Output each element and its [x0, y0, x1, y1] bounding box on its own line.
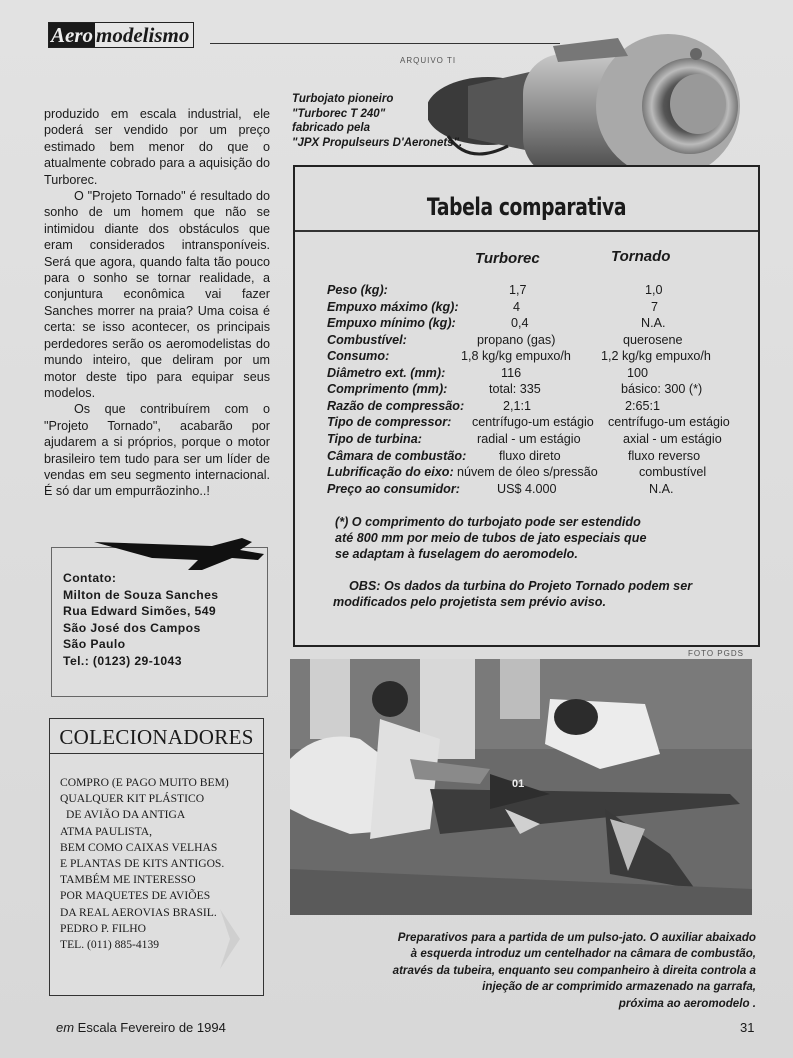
- tornado-value: centrífugo-um estágio: [608, 415, 730, 430]
- footer-magazine: [56, 1020, 226, 1035]
- row-label: Tipo de turbina:: [327, 431, 422, 446]
- contact-city: São José dos Campos: [63, 620, 201, 635]
- collectors-line: DE AVIÃO DA ANTIGA: [66, 808, 186, 822]
- turborec-value: total: 335: [489, 382, 541, 397]
- photo-caption-line: através da tubeira, enquanto seu companheiro à direita controla a: [392, 963, 756, 977]
- collectors-line: QUALQUER KIT PLÁSTICO: [60, 792, 205, 806]
- table-row: [327, 432, 767, 448]
- row-label: Empuxo mínimo (kg):: [327, 316, 456, 331]
- table-row: [327, 482, 767, 498]
- tornado-value: 2:65:1: [625, 398, 661, 413]
- row-label: Empuxo máximo (kg):: [327, 299, 459, 314]
- collectors-line: TAMBÉM ME INTERESSO: [60, 873, 196, 887]
- photo-caption: [328, 930, 756, 1012]
- table-row: [327, 333, 767, 349]
- collectors-line: DA REAL AEROVIAS BRASIL.: [60, 905, 217, 919]
- table-title: Tabela comparativa: [426, 193, 627, 221]
- collectors-line: POR MAQUETES DE AVIÕES: [60, 889, 211, 903]
- turborec-value: 1,7: [509, 283, 527, 297]
- collectors-line: COMPRO (E PAGO MUITO BEM): [60, 776, 229, 789]
- observation-line: modificados pelo projetista sem prévio aviso.: [333, 595, 606, 609]
- turbojet-caption-line: "Turborec T 240": [292, 107, 386, 120]
- photo-caption-line: Preparativos para a partida de um pulso-jato. O auxiliar abaixado: [397, 931, 756, 944]
- table-title-rule: [295, 230, 758, 232]
- row-label: Comprimento (mm):: [327, 382, 448, 397]
- section-logo-dark: Aero: [51, 23, 93, 47]
- table-footnote: [335, 514, 735, 562]
- collectors-line: BEM COMO CAIXAS VELHAS: [60, 840, 218, 854]
- tornado-value: N.A.: [641, 316, 666, 331]
- footer-magazine-issue: Escala Fevereiro de 1994: [74, 1020, 226, 1035]
- tornado-value: N.A.: [649, 481, 674, 496]
- tornado-value: axial - um estágio: [623, 431, 722, 446]
- row-label: Preço ao consumidor:: [327, 481, 460, 496]
- collectors-line: PEDRO P. FILHO: [60, 921, 147, 935]
- collectors-line: TEL. (011) 885-4139: [60, 938, 160, 952]
- collectors-line: ATMA PAULISTA,: [60, 824, 153, 838]
- contact-state: São Paulo: [63, 637, 126, 651]
- collectors-text: [60, 775, 229, 953]
- turbojet-caption: [292, 92, 502, 150]
- row-label: Combustível:: [327, 332, 407, 347]
- contact-phone: Tel.: (0123) 29-1043: [63, 653, 182, 668]
- column-header-tornado: Tornado: [611, 248, 671, 265]
- page-number: 31: [740, 1020, 755, 1035]
- tornado-value: básico: 300 (*): [621, 382, 703, 397]
- turbojet-caption-line: "JPX Propulseurs D'Aeronets".: [292, 136, 463, 149]
- table-row: [327, 465, 767, 481]
- turbojet-caption-line: fabricado pela: [292, 122, 370, 134]
- turborec-value: 116: [501, 365, 522, 380]
- footnote-line: se adaptam à fuselagem do aeromodelo.: [335, 547, 578, 561]
- row-label: Lubrificação do eixo:: [327, 465, 454, 480]
- model-number: 01: [512, 778, 525, 790]
- table-row: [327, 415, 767, 431]
- table-row: [327, 349, 767, 365]
- photo-caption-line: próxima ao aeromodelo .: [618, 996, 756, 1010]
- turborec-value: 4: [513, 299, 521, 314]
- table-row: [327, 366, 767, 382]
- table-row: [327, 300, 767, 316]
- tornado-value: 100: [627, 365, 649, 380]
- row-label: Peso (kg):: [327, 283, 388, 297]
- footer-magazine-em: em: [56, 1020, 75, 1035]
- turborec-value: US$ 4.000: [497, 481, 557, 496]
- contact-details: [63, 570, 218, 669]
- comparison-table: [293, 165, 760, 647]
- tornado-value: 1,2 kg/kg empuxo/h: [601, 349, 711, 364]
- tornado-value: querosene: [623, 332, 683, 347]
- table-observation: [333, 578, 753, 610]
- turborec-value: 0,4: [511, 316, 529, 331]
- photo-caption-line: injeção de ar comprimido armazenado na garrafa,: [482, 980, 756, 994]
- column-header-turborec: Turborec: [475, 250, 540, 267]
- table-row: [327, 449, 767, 465]
- collectors-ad: [49, 718, 264, 996]
- footnote-line: (*) O comprimento do turbojato pode ser estendido: [335, 515, 641, 529]
- photo-credit-top: ARQUIVO TI: [400, 56, 457, 65]
- contact-label: Contato:: [63, 571, 117, 585]
- table-row: [327, 382, 767, 398]
- row-label: Câmara de combustão:: [327, 448, 467, 463]
- turborec-value: radial - um estágio: [477, 431, 581, 446]
- tornado-value: 1,0: [645, 283, 663, 297]
- tornado-value: 7: [651, 299, 659, 314]
- photo-credit-bottom: FOTO PGDS: [688, 649, 744, 658]
- collectors-title: COLECIONADORES: [50, 719, 263, 754]
- turborec-value: propano (gas): [477, 332, 556, 347]
- photo-caption-line: à esquerda introduz um centelhador na câmara de combustão,: [410, 947, 756, 961]
- article-paragraph: produzido em escala industrial, ele poderá ser vendido por um preço estimado bem menor do que o atualmente cobrado para a aquisição do Turborec.: [44, 107, 270, 187]
- observation-line: OBS: Os dados da turbina do Projeto Tornado podem ser: [349, 579, 693, 593]
- table-row: [327, 399, 767, 415]
- tornado-value: fluxo reverso: [628, 448, 701, 463]
- contact-name: Milton de Souza Sanches: [63, 587, 219, 602]
- turbojet-caption-line: Turbojato pioneiro: [292, 93, 394, 105]
- pulsejet-photo: [290, 659, 752, 915]
- turborec-value: 1,8 kg/kg empuxo/h: [461, 349, 571, 364]
- article-paragraph: O "Projeto Tornado" é resultado do sonho de um homem que não se intimidou diante dos obstáculos que eram considerados intransponíveis. Será que agora, quando falta tão pouco para o sonho se tornar realidade, a conjuntura econômica vai fazer Sanches morrer na praia? Uma coisa é certa: se isso acontecer, os principais perdedores serão os aeromodelistas do mundo inteiro, que deliram por um motor deste tipo para equipar seus modelos.: [44, 189, 270, 400]
- row-label: Razão de compressão:: [327, 398, 465, 413]
- section-logo: [48, 22, 194, 48]
- turborec-value: centrífugo-um estágio: [472, 415, 594, 430]
- turborec-value: fluxo direto: [499, 448, 561, 463]
- section-header: [48, 22, 194, 48]
- turborec-value: 2,1:1: [503, 398, 532, 413]
- article-paragraph: Os que contribuírem com o "Projeto Tornado", acabarão por ajudarem a si próprios, porque o motor brasileiro tem tudo para ser um líder de vendas em seu segmento internacional. É só dar um empurrãozinho..!: [44, 402, 270, 499]
- tornado-value: combustível: [639, 465, 707, 480]
- row-label: Tipo de compressor:: [327, 415, 452, 430]
- contact-box: [51, 547, 268, 697]
- footnote-line: até 800 mm por meio de tubos de jato especiais que: [335, 531, 647, 545]
- table-row: [327, 283, 767, 299]
- row-label: Consumo:: [327, 349, 390, 364]
- section-logo-rest: modelismo: [96, 22, 190, 47]
- article-body: [44, 106, 270, 500]
- row-label: Diâmetro ext. (mm):: [327, 365, 446, 380]
- table-row: [327, 316, 767, 332]
- turborec-value: núvem de óleo s/pressão: [457, 465, 598, 480]
- contact-street: Rua Edward Simões, 549: [63, 604, 217, 618]
- collectors-line: E PLANTAS DE KITS ANTIGOS.: [60, 857, 225, 871]
